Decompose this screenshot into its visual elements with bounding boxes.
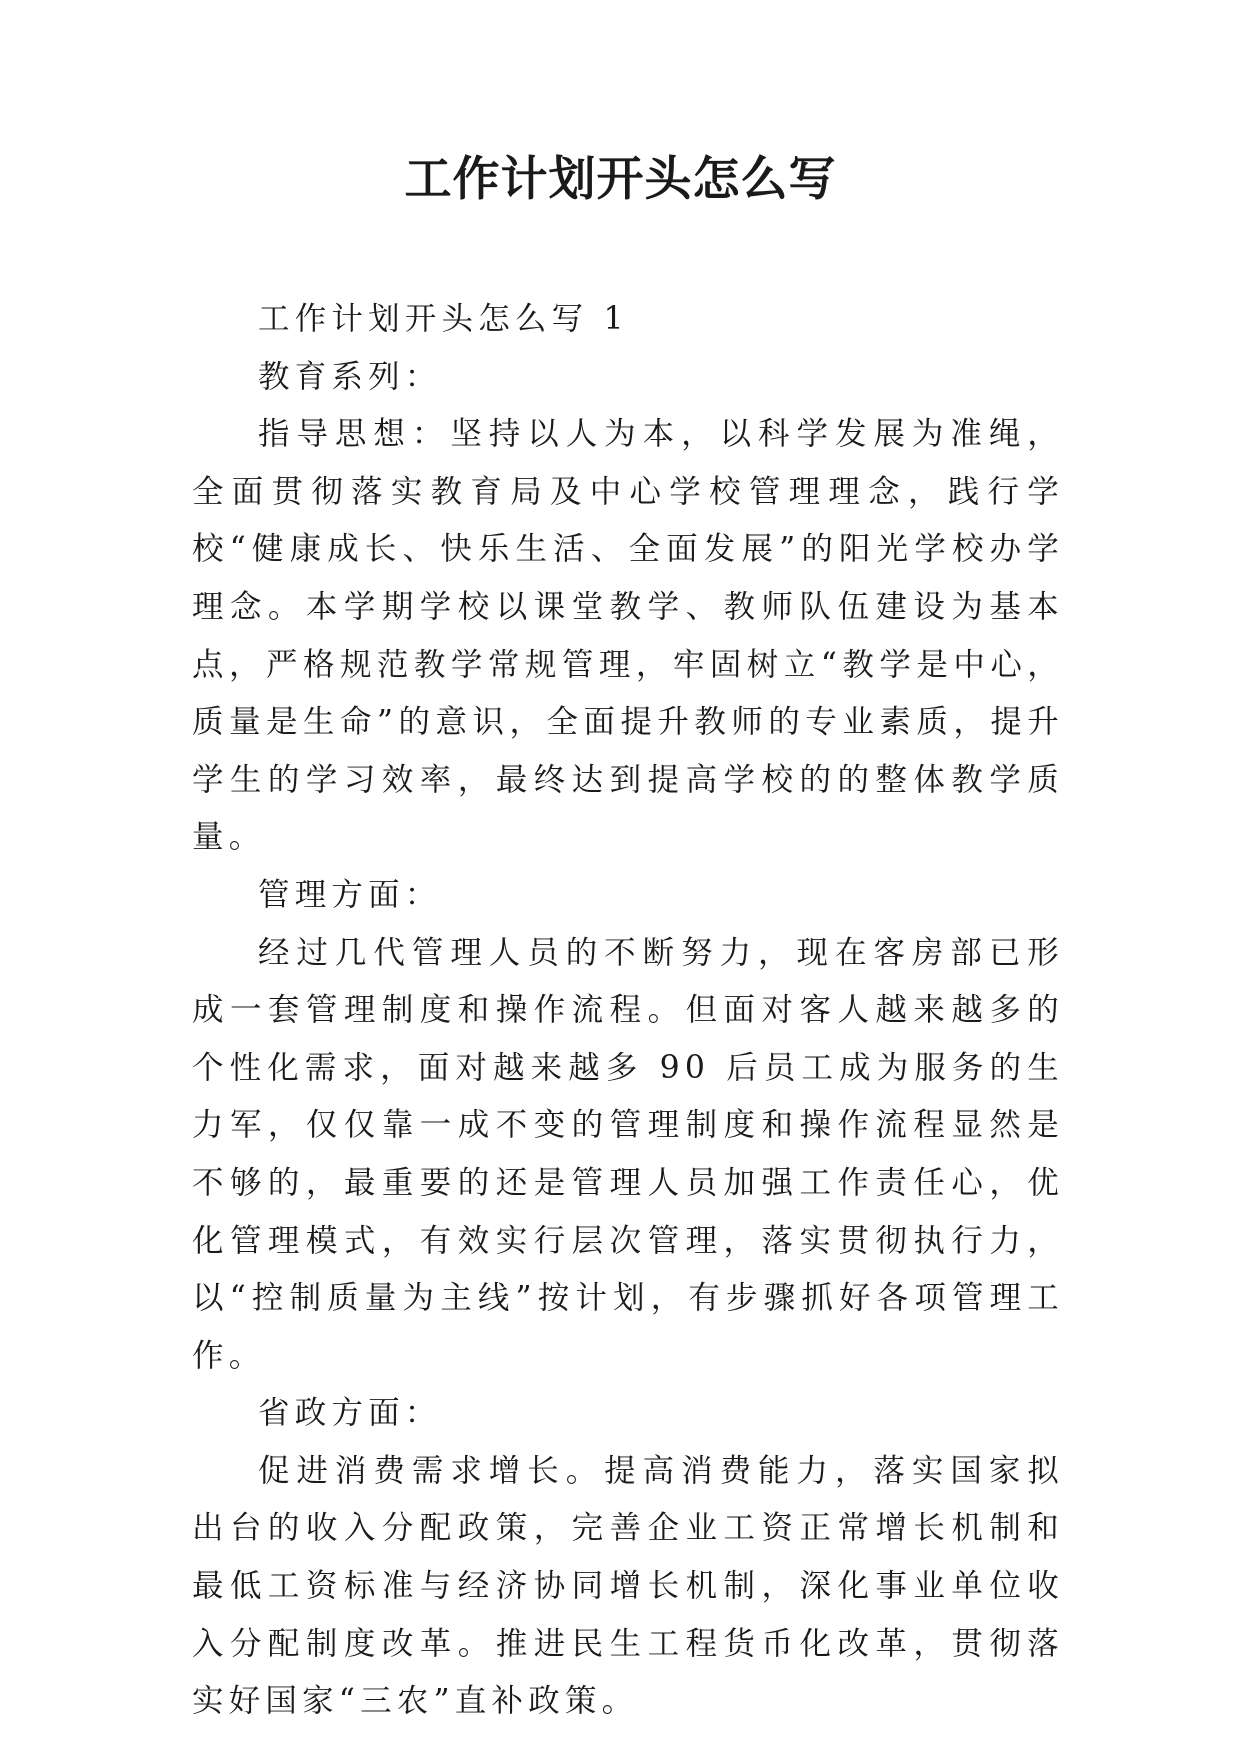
category-label: 省政方面： xyxy=(258,1395,442,1432)
document-title: 工作计划开头怎么写 xyxy=(404,152,837,207)
paragraph: 经过几代管理人员的不断努力，现在客房部已形成一套管理制度和操作流程。但面对客人越来越多的个性化需求，面对越来越多 90 后员工成为服务的生力军，仅仅靠一成不变的管理制度和操作流程显然是不够的，最重要的还是管理人员加强工作责任心，优化管理模式，有效实行层次管理，落实贯彻执行力，以“控制质量为主线”按计划，有步骤抓好各项管理工作。 xyxy=(192,934,1064,1374)
paragraph: 促进消费需求增长。提高消费能力，落实国家拟出台的收入分配政策，完善企业工资正常增长机制和最低工资标准与经济协同增长机制，深化事业单位收入分配制度改革。推进民生工程货币化改革，贯彻落实好国家“三农”直补政策。 xyxy=(192,1452,1064,1720)
document-body xyxy=(192,291,1064,1731)
category-label: 管理方面： xyxy=(258,876,442,913)
category-label: 教育系列： xyxy=(258,358,442,395)
section-heading: 工作计划开头怎么写 1 xyxy=(258,301,629,337)
paragraph: 指导思想：坚持以人为本，以科学发展为准绳，全面贯彻落实教育局及中心学校管理理念，践行学校“健康成长、快乐生活、全面发展”的阳光学校办学理念。本学期学校以课堂教学、教师队伍建设为基本点，严格规范教学常规管理，牢固树立“教学是中心，质量是生命”的意识，全面提升教师的专业素质，提升学生的学习效率，最终达到提高学校的的整体教学质量。 xyxy=(192,416,1064,856)
